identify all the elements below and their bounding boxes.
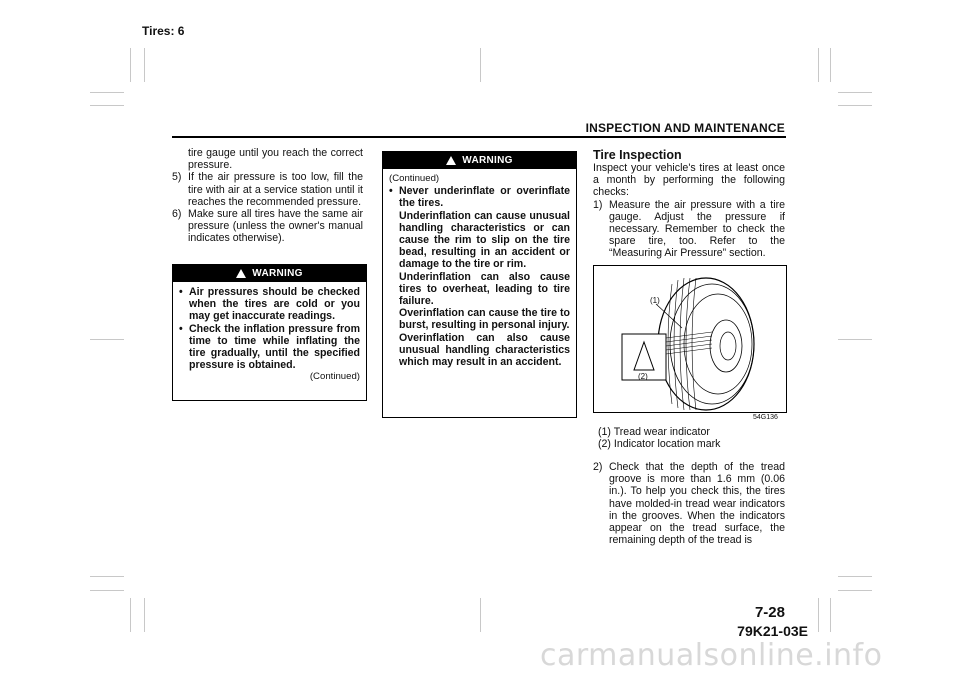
figure-code: 54G136	[753, 414, 778, 421]
list-item-text: If the air pressure is too low, fill the tire with air at a service station until it reaches the recommended pressure.	[188, 171, 363, 208]
continued-label: (Continued)	[389, 173, 440, 184]
warning-paragraph: Overinflation can cause the tire to burst, resulting in personal injury.	[399, 307, 570, 332]
warning-body	[383, 169, 576, 371]
warning-body	[173, 282, 366, 387]
intro-text: Inspect your vehicle's tires at least once a month by performing the following checks:	[593, 162, 785, 199]
tire-figure	[593, 265, 787, 413]
list-item	[172, 208, 363, 245]
warning-bullet-text: Never underinflate or overinflate the tires.	[399, 185, 570, 210]
figure-label-1: (1)	[650, 296, 660, 305]
warning-header	[173, 265, 366, 282]
list-item-number: 5)	[172, 171, 182, 184]
warning-paragraph: Underinflation can cause unusual handling characteristics or can cause the rim to slip on the tire bead, resulting in an accident or damage to the tire or rim.	[399, 209, 570, 271]
warning-bullet-text: Air pressures should be checked when the tires are cold or you may get inaccurate readings.	[189, 286, 360, 323]
page-number: 7-28	[754, 604, 785, 621]
list-item-text: Check that the depth of the tread groove is more than 1.6 mm (0.06 in.). To help you check this, the tires have molded-in tread wear indicators in the grooves. When the indicators appear on the tread surface, the remaining depth of the tread is	[609, 461, 785, 547]
warning-header	[383, 152, 576, 169]
list-item-number: 6)	[172, 208, 182, 221]
document-code: 79K21-03E	[737, 623, 808, 639]
chapter-tab-label: Tires: 6	[142, 24, 185, 38]
continued-text: tire gauge until you reach the correct pressure.	[188, 147, 363, 172]
list-item	[593, 461, 785, 546]
legend-item: (2) Indicator location mark	[598, 438, 721, 451]
list-item-text: Make sure all tires have the same air pressure (unless the owner's manual indicates otherwise).	[188, 208, 363, 245]
list-item-text: Measure the air pressure with a tire gauge. Adjust the pressure if necessary. Remember to check the spare tire, too. Refer to the “Measuring Air Pressure” section.	[609, 198, 785, 260]
warning-paragraph: Overinflation can also cause unusual handling characteristics which may result in an accident.	[399, 331, 570, 369]
list-item-number: 1)	[593, 198, 603, 211]
column-3-continued	[593, 461, 785, 546]
warning-box-2	[382, 151, 577, 418]
column-1	[172, 147, 363, 245]
legend-item: (1) Tread wear indicator	[598, 426, 710, 438]
warning-paragraph: Underinflation can also cause tires to overheat, leading to tire failure.	[399, 270, 570, 308]
warning-triangle-icon	[446, 156, 456, 165]
header-rule	[172, 136, 786, 138]
warning-bullet: • Air pressures should be checked when the tires are cold or you may get inaccurate readings.	[179, 286, 360, 323]
column-3	[593, 148, 785, 260]
warning-bullet-text: Check the inflation pressure from time to time while inflating the tire gradually, until the specified pressure is obtained.	[189, 322, 360, 372]
warning-title: WARNING	[252, 268, 303, 279]
continued-label: (Continued)	[309, 371, 360, 383]
warning-bullet: • Never underinflate or overinflate the tires.	[389, 185, 570, 210]
figure-label-2: (2)	[638, 372, 648, 381]
warning-triangle-icon	[236, 269, 246, 278]
site-watermark: carmanualsonline.info	[540, 638, 883, 673]
section-title: INSPECTION AND MAINTENANCE	[585, 121, 785, 135]
warning-bullet: • Check the inflation pressure from time to time while inflating the tire gradually, until the specified pressure is obtained.	[179, 322, 360, 372]
figure-legend	[598, 426, 785, 450]
section-heading: Tire Inspection	[593, 148, 682, 162]
list-item-number: 2)	[593, 461, 603, 473]
warning-title: WARNING	[462, 155, 513, 166]
list-item	[593, 199, 785, 260]
warning-box-1	[172, 264, 367, 401]
tire-illustration	[594, 266, 786, 412]
list-item	[172, 171, 363, 208]
